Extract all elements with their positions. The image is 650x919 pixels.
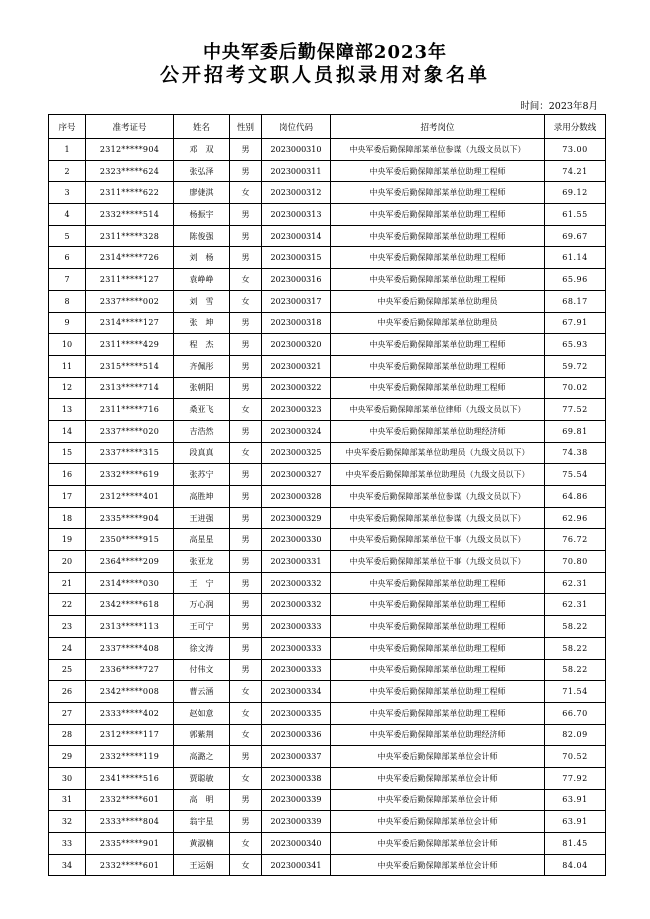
row-index: 32 [49,811,86,833]
score: 75.54 [545,464,606,486]
exam-id: 2332*****601 [86,854,174,876]
table-row [49,312,606,334]
position-code: 2023000338 [262,767,331,789]
table-row [49,767,606,789]
header-name: 姓名 [174,115,230,139]
row-index: 9 [49,312,86,334]
score: 74.38 [545,442,606,464]
position-code: 2023000336 [262,724,331,746]
table-row [49,529,606,551]
candidate-name: 赵如意 [174,702,230,724]
exam-id: 2311*****622 [86,182,174,204]
position-title: 中央军委后勤保障部某单位助理工程师 [331,355,545,377]
position-code: 2023000332 [262,572,331,594]
table-row [49,702,606,724]
header-exam-id: 准考证号 [86,115,174,139]
row-index: 25 [49,659,86,681]
exam-id: 2337*****020 [86,420,174,442]
header-score: 录用分数线 [545,115,606,139]
table-row [49,139,606,161]
position-code: 2023000331 [262,551,331,573]
gender: 男 [230,355,262,377]
exam-id: 2312*****117 [86,724,174,746]
exam-id: 2311*****328 [86,225,174,247]
row-index: 8 [49,290,86,312]
exam-id: 2335*****901 [86,833,174,855]
position-code: 2023000341 [262,854,331,876]
score: 77.92 [545,767,606,789]
gender: 男 [230,572,262,594]
table-row [49,854,606,876]
table-row [49,334,606,356]
gender: 女 [230,442,262,464]
score: 58.22 [545,659,606,681]
position-title: 中央军委后勤保障部某单位助理工程师 [331,160,545,182]
table-row [49,355,606,377]
position-title: 中央军委后勤保障部某单位助理员 [331,290,545,312]
position-code: 2023000311 [262,160,331,182]
position-title: 中央军委后勤保障部某单位助理工程师 [331,334,545,356]
exam-id: 2313*****113 [86,616,174,638]
gender: 女 [230,767,262,789]
row-index: 18 [49,507,86,529]
table-row [49,507,606,529]
position-code: 2023000325 [262,442,331,464]
candidate-name: 廖倢淇 [174,182,230,204]
row-index: 31 [49,789,86,811]
row-index: 7 [49,269,86,291]
candidate-name: 王 宁 [174,572,230,594]
candidate-name: 陈俊强 [174,225,230,247]
score: 71.54 [545,681,606,703]
row-index: 23 [49,616,86,638]
row-index: 26 [49,681,86,703]
position-code: 2023000314 [262,225,331,247]
position-title: 中央军委后勤保障部某单位助理工程师 [331,702,545,724]
document-title-line2: 公开招考文职人员拟录用对象名单 [159,64,490,86]
score: 81.45 [545,833,606,855]
row-index: 16 [49,464,86,486]
position-title: 中央军委后勤保障部某单位会计师 [331,789,545,811]
score: 62.31 [545,572,606,594]
gender: 男 [230,594,262,616]
candidate-name: 袁峥峥 [174,269,230,291]
gender: 男 [230,529,262,551]
candidate-name: 齐佩彤 [174,355,230,377]
exam-id: 2364*****209 [86,551,174,573]
score: 70.80 [545,551,606,573]
position-title: 中央军委后勤保障部某单位参谋（九级文员以下） [331,486,545,508]
position-code: 2023000333 [262,637,331,659]
table-row [49,420,606,442]
table-row [49,377,606,399]
header-position-code: 岗位代码 [262,115,331,139]
candidate-name: 吉浩然 [174,420,230,442]
exam-id: 2314*****127 [86,312,174,334]
candidate-name: 程 杰 [174,334,230,356]
gender: 男 [230,420,262,442]
position-title: 中央军委后勤保障部某单位会计师 [331,811,545,833]
table-row [49,225,606,247]
header-index: 序号 [49,115,86,139]
exam-id: 2312*****401 [86,486,174,508]
candidate-name: 张亚龙 [174,551,230,573]
position-code: 2023000335 [262,702,331,724]
row-index: 29 [49,746,86,768]
position-code: 2023000330 [262,529,331,551]
candidate-name: 高 明 [174,789,230,811]
row-index: 11 [49,355,86,377]
gender: 女 [230,724,262,746]
position-code: 2023000327 [262,464,331,486]
position-title: 中央军委后勤保障部某单位助理工程师 [331,247,545,269]
position-title: 中央军委后勤保障部某单位助理工程师 [331,616,545,638]
score: 64.86 [545,486,606,508]
position-title: 中央军委后勤保障部某单位助理经济师 [331,420,545,442]
score: 82.09 [545,724,606,746]
position-title: 中央军委后勤保障部某单位助理工程师 [331,204,545,226]
row-index: 19 [49,529,86,551]
gender: 男 [230,139,262,161]
score: 68.17 [545,290,606,312]
position-title: 中央军委后勤保障部某单位助理工程师 [331,225,545,247]
position-code: 2023000329 [262,507,331,529]
row-index: 24 [49,637,86,659]
candidate-name: 贾聪敏 [174,767,230,789]
table-row [49,724,606,746]
position-code: 2023000322 [262,377,331,399]
exam-id: 2314*****726 [86,247,174,269]
score: 62.31 [545,594,606,616]
gender: 男 [230,551,262,573]
candidate-name: 徐文涛 [174,637,230,659]
exam-id: 2342*****618 [86,594,174,616]
position-code: 2023000316 [262,269,331,291]
position-code: 2023000333 [262,659,331,681]
score: 62.96 [545,507,606,529]
candidate-name: 黄淑楠 [174,833,230,855]
gender: 女 [230,269,262,291]
date-label: 时间：2023年8月 [520,101,598,112]
table-row [49,247,606,269]
position-code: 2023000339 [262,811,331,833]
position-title: 中央军委后勤保障部某单位律师（九级文员以下） [331,399,545,421]
position-code: 2023000339 [262,789,331,811]
exam-id: 2332*****619 [86,464,174,486]
exam-id: 2332*****514 [86,204,174,226]
position-code: 2023000340 [262,833,331,855]
position-code: 2023000332 [262,594,331,616]
candidate-name: 王可宁 [174,616,230,638]
score: 61.14 [545,247,606,269]
position-title: 中央军委后勤保障部某单位助理工程师 [331,594,545,616]
position-code: 2023000337 [262,746,331,768]
gender: 女 [230,833,262,855]
candidate-name: 杨振宇 [174,204,230,226]
score: 63.91 [545,811,606,833]
exam-id: 2312*****904 [86,139,174,161]
position-title: 中央军委后勤保障部某单位会计师 [331,767,545,789]
candidate-name: 张苏宁 [174,464,230,486]
table-row [49,659,606,681]
score: 70.52 [545,746,606,768]
header-gender: 性别 [230,115,262,139]
table-row [49,486,606,508]
row-index: 3 [49,182,86,204]
table-row [49,204,606,226]
row-index: 10 [49,334,86,356]
gender: 男 [230,789,262,811]
position-title: 中央军委后勤保障部某单位助理工程师 [331,377,545,399]
row-index: 28 [49,724,86,746]
position-title: 中央军委后勤保障部某单位助理员 [331,312,545,334]
candidate-name: 高潞之 [174,746,230,768]
score: 63.91 [545,789,606,811]
position-title: 中央军委后勤保障部某单位助理经济师 [331,724,545,746]
exam-id: 2313*****714 [86,377,174,399]
table-row [49,681,606,703]
gender: 男 [230,811,262,833]
gender: 男 [230,225,262,247]
score: 69.81 [545,420,606,442]
table-row [49,811,606,833]
header-position: 招考岗位 [331,115,545,139]
table-row [49,789,606,811]
gender: 女 [230,399,262,421]
table-body [49,139,606,876]
table-row [49,290,606,312]
position-title: 中央军委后勤保障部某单位助理工程师 [331,572,545,594]
table-row [49,746,606,768]
row-index: 33 [49,833,86,855]
table-row [49,637,606,659]
exam-id: 2333*****402 [86,702,174,724]
row-index: 14 [49,420,86,442]
exam-id: 2311*****429 [86,334,174,356]
exam-id: 2323*****624 [86,160,174,182]
score: 65.93 [545,334,606,356]
gender: 女 [230,702,262,724]
score: 73.00 [545,139,606,161]
gender: 女 [230,854,262,876]
row-index: 15 [49,442,86,464]
gender: 男 [230,464,262,486]
position-code: 2023000313 [262,204,331,226]
exam-id: 2337*****315 [86,442,174,464]
row-index: 13 [49,399,86,421]
exam-id: 2332*****119 [86,746,174,768]
position-title: 中央军委后勤保障部某单位参谋（九级文员以下） [331,507,545,529]
position-title: 中央军委后勤保障部某单位助理工程师 [331,182,545,204]
position-title: 中央军委后勤保障部某单位干事（九级文员以下） [331,551,545,573]
exam-id: 2311*****127 [86,269,174,291]
exam-id: 2337*****002 [86,290,174,312]
table-row [49,572,606,594]
position-title: 中央军委后勤保障部某单位助理工程师 [331,269,545,291]
score: 69.12 [545,182,606,204]
position-code: 2023000318 [262,312,331,334]
gender: 男 [230,637,262,659]
position-code: 2023000317 [262,290,331,312]
row-index: 5 [49,225,86,247]
position-code: 2023000321 [262,355,331,377]
gender: 男 [230,247,262,269]
gender: 女 [230,182,262,204]
table-row [49,464,606,486]
table-row [49,833,606,855]
row-index: 12 [49,377,86,399]
row-index: 6 [49,247,86,269]
position-code: 2023000320 [262,334,331,356]
position-title: 中央军委后勤保障部某单位助理工程师 [331,659,545,681]
score: 59.72 [545,355,606,377]
table-row [49,594,606,616]
position-code: 2023000312 [262,182,331,204]
score: 58.22 [545,616,606,638]
candidate-name: 高星星 [174,529,230,551]
score: 67.91 [545,312,606,334]
table-row [49,551,606,573]
candidate-name: 翁宇星 [174,811,230,833]
candidate-table [48,114,606,876]
candidate-name: 张 坤 [174,312,230,334]
position-code: 2023000324 [262,420,331,442]
exam-id: 2332*****601 [86,789,174,811]
candidate-name: 邓 双 [174,139,230,161]
row-index: 17 [49,486,86,508]
table-row [49,160,606,182]
table-row [49,399,606,421]
candidate-name: 刘 雪 [174,290,230,312]
gender: 男 [230,160,262,182]
position-title: 中央军委后勤保障部某单位参谋（九级文员以下） [331,139,545,161]
candidate-name: 郭紫荆 [174,724,230,746]
row-index: 34 [49,854,86,876]
candidate-name: 王进强 [174,507,230,529]
position-code: 2023000315 [262,247,331,269]
row-index: 1 [49,139,86,161]
exam-id: 2311*****716 [86,399,174,421]
position-title: 中央军委后勤保障部某单位助理员（九级文员以下） [331,464,545,486]
position-title: 中央军委后勤保障部某单位会计师 [331,833,545,855]
gender: 男 [230,312,262,334]
position-code: 2023000323 [262,399,331,421]
score: 65.96 [545,269,606,291]
position-title: 中央军委后勤保障部某单位助理员（九级文员以下） [331,442,545,464]
gender: 男 [230,334,262,356]
score: 61.55 [545,204,606,226]
candidate-name: 王运娟 [174,854,230,876]
row-index: 22 [49,594,86,616]
gender: 男 [230,204,262,226]
position-title: 中央军委后勤保障部某单位助理工程师 [331,637,545,659]
score: 76.72 [545,529,606,551]
gender: 女 [230,290,262,312]
table-row [49,442,606,464]
gender: 男 [230,616,262,638]
position-title: 中央军委后勤保障部某单位会计师 [331,854,545,876]
candidate-name: 高胜坤 [174,486,230,508]
score: 70.02 [545,377,606,399]
candidate-name: 付伟文 [174,659,230,681]
candidate-name: 刘 杨 [174,247,230,269]
position-title: 中央军委后勤保障部某单位助理工程师 [331,681,545,703]
exam-id: 2337*****408 [86,637,174,659]
exam-id: 2314*****030 [86,572,174,594]
gender: 男 [230,746,262,768]
row-index: 20 [49,551,86,573]
table-row [49,269,606,291]
exam-id: 2350*****915 [86,529,174,551]
position-code: 2023000333 [262,616,331,638]
candidate-name: 万心润 [174,594,230,616]
score: 58.22 [545,637,606,659]
table-row [49,182,606,204]
candidate-name: 桑亚飞 [174,399,230,421]
position-title: 中央军委后勤保障部某单位会计师 [331,746,545,768]
exam-id: 2335*****904 [86,507,174,529]
row-index: 21 [49,572,86,594]
exam-id: 2333*****804 [86,811,174,833]
gender: 男 [230,486,262,508]
row-index: 27 [49,702,86,724]
gender: 女 [230,681,262,703]
table-header-row [49,115,606,139]
candidate-name: 张朝阳 [174,377,230,399]
exam-id: 2341*****516 [86,767,174,789]
position-code: 2023000328 [262,486,331,508]
exam-id: 2336*****727 [86,659,174,681]
gender: 男 [230,377,262,399]
gender: 男 [230,659,262,681]
position-code: 2023000310 [262,139,331,161]
candidate-name: 张弘泽 [174,160,230,182]
table-row [49,616,606,638]
row-index: 2 [49,160,86,182]
document-title-line1: 中央军委后勤保障部2023年 [202,42,448,63]
candidate-name: 段真真 [174,442,230,464]
row-index: 30 [49,767,86,789]
exam-id: 2342*****008 [86,681,174,703]
candidate-name: 曹云涵 [174,681,230,703]
score: 69.67 [545,225,606,247]
score: 74.21 [545,160,606,182]
score: 66.70 [545,702,606,724]
exam-id: 2315*****514 [86,355,174,377]
gender: 男 [230,507,262,529]
position-code: 2023000334 [262,681,331,703]
score: 77.52 [545,399,606,421]
row-index: 4 [49,204,86,226]
position-title: 中央军委后勤保障部某单位干事（九级文员以下） [331,529,545,551]
score: 84.04 [545,854,606,876]
